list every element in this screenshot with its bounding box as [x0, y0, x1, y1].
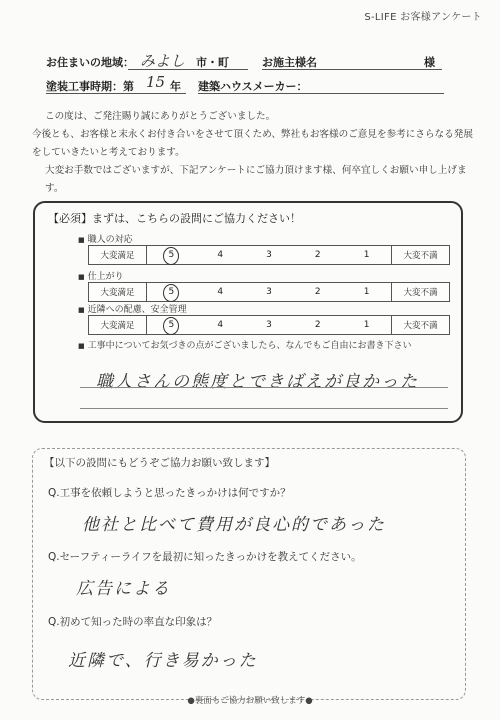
- answer-3: 近隣で、行き易かった: [68, 651, 258, 671]
- scale-right-label: 大変不満: [391, 316, 449, 334]
- scale-right-label: 大変不満: [391, 246, 449, 264]
- scale-right-label: 大変不満: [391, 283, 449, 301]
- intro-line: をしていきたいと考えております。: [32, 147, 185, 158]
- question-1: Q.工事を依頼しようと思ったきっかけは何ですか？: [48, 487, 291, 499]
- rating-option-3[interactable]: 3: [266, 320, 272, 330]
- item-label-safety: ■ 近隣への配慮、安全管理: [78, 302, 187, 315]
- comment-prompt: ■ 工事中についてお気づきの点がございましたら、なんでもご自由にお書き下さい: [78, 338, 411, 351]
- region-label: お住まいの地域：: [46, 56, 134, 69]
- rating-option-1[interactable]: 1: [363, 287, 370, 297]
- scale-left-label: 大変満足: [89, 316, 147, 334]
- client-suffix: 様: [424, 56, 435, 69]
- maker-label: 建築ハウスメーカー：: [198, 80, 308, 93]
- brand-title: S-LIFE お客様アンケート: [364, 12, 482, 23]
- item-label-finish: ■ 仕上がり: [78, 269, 124, 282]
- rating-option-4[interactable]: 4: [217, 320, 224, 330]
- rating-option-5[interactable]: 5: [162, 287, 180, 297]
- scale-left-label: 大変満足: [89, 283, 147, 301]
- rating-option-1[interactable]: 1: [363, 250, 370, 260]
- intro-line: 大変お手数ではございますが、下記アンケートにご協力頂けます様、何卒宜しくお願い申し上げます。: [45, 165, 467, 194]
- rating-option-3[interactable]: 3: [266, 287, 272, 297]
- rating-scale-safety: [88, 315, 450, 335]
- rating-option-2[interactable]: 2: [314, 320, 321, 330]
- period-label: 塗装工事時期：第: [46, 80, 134, 93]
- footer-note: ●裏面もご協力お願い致します●: [187, 696, 313, 706]
- intro-line: 今後とも、お客様と末永くお付き合いをさせて頂くため、弊社もお客様のご意見を参考にさらなる発展: [32, 129, 473, 140]
- question-3: Q.初めて知った時の率直な印象は？: [48, 616, 218, 628]
- item-label-craftsman: ■ 職人の対応: [78, 232, 133, 245]
- intro-line: この度は、ご発注賜り誠にありがとうございました。: [45, 111, 276, 122]
- rating-option-3[interactable]: 3: [266, 250, 272, 260]
- region-value: みよし: [140, 52, 186, 70]
- rating-option-4[interactable]: 4: [217, 287, 224, 297]
- rating-option-2[interactable]: 2: [314, 250, 321, 260]
- intro-text: [32, 108, 482, 198]
- rating-option-5[interactable]: 5: [162, 250, 180, 260]
- rating-option-2[interactable]: 2: [314, 287, 321, 297]
- survey-title: 【必須】まずは、こちらの設問にご協力ください！: [48, 212, 301, 225]
- question-2: Q.セーフティーライフを最初に知ったきっかけを教えてください。: [48, 551, 362, 563]
- comment-answer: 職人さんの態度とできばえが良かった: [96, 372, 419, 392]
- rating-option-5[interactable]: 5: [162, 320, 180, 330]
- rating-option-1[interactable]: 1: [363, 320, 370, 330]
- answer-2: 広告による: [76, 579, 171, 599]
- period-suffix: 年: [170, 80, 181, 93]
- rating-option-4[interactable]: 4: [217, 250, 224, 260]
- region-suffix: 市・町: [196, 56, 229, 69]
- optional-title: 【以下の設問にもどうぞご協力お願い致します】: [44, 457, 275, 469]
- client-label: お施主様名: [262, 56, 317, 69]
- period-value: 15: [146, 73, 166, 91]
- rating-scale-craftsman: [88, 245, 450, 265]
- rating-scale-finish: [88, 282, 450, 302]
- scale-left-label: 大変満足: [89, 246, 147, 264]
- answer-1: 他社と比べて費用が良心的であった: [82, 515, 386, 535]
